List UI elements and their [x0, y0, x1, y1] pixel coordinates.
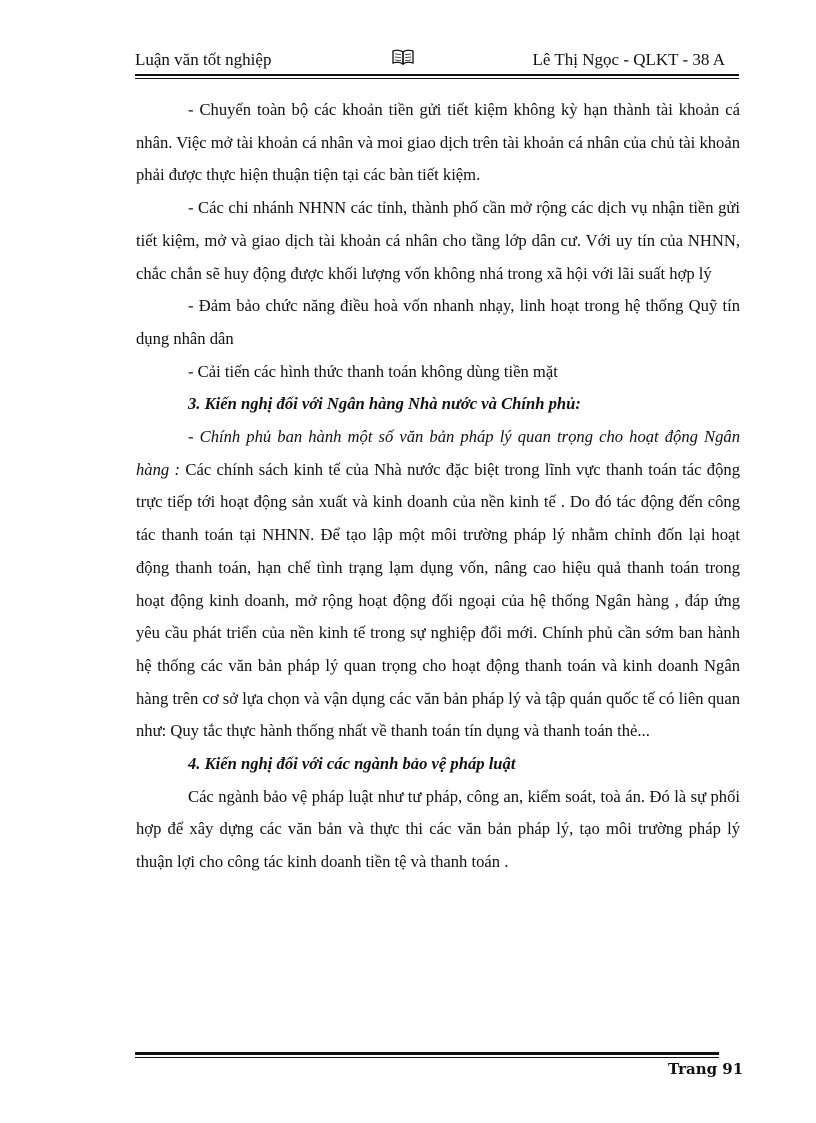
header-rule-thin — [135, 78, 739, 79]
header-author-label: Lê Thị Ngọc - QLKT - 38 A — [532, 50, 725, 69]
header-rule — [135, 74, 739, 76]
paragraph-rest: Các chính sách kinh tế của Nhà nước đặc biệt trong lĩnh vực thanh toán tác động trực tiếp tới hoạt động sản xuất và kinh doanh của nền kinh tế . Do đó tác động đến công tác thanh toán tại NHNN. Để tạo lập một môi trường pháp lý nhằm chỉnh đốn lại hoạt động thanh toán, hạn chế tình trạng lạm dụng vốn, nâng cao hiệu quả thanh toán trong hoạt động kinh doanh, mở rộng hoạt động đối ngoại của hệ thống Ngân hàng , đáp ứng yêu cầu phát triển của nền kinh tế trong sự nghiệp đổi mới. Chính phủ cần sớm ban hành hệ thống các văn bản pháp lý quan trọng cho hoạt động thanh toán và kinh doanh Ngân hàng trên cơ sở lựa chọn và vận dụng các văn bản pháp lý và tập quán quốc tế có liên quan như: Quy tắc thực hành thống nhất về thanh toán tín dụng và thanh toán thẻ... — [136, 459, 740, 741]
paragraph: - Chuyển toàn bộ các khoản tiền gửi tiết kiệm không kỳ hạn thành tài khoản cá nhân. Việc mở tài khoản cá nhân và moi giao dịch trên tài khoản cá nhân của chủ tài khoản phải được thực hiện thuận tiện tại các bàn tiết kiệm. — [136, 100, 740, 185]
paragraph: - Cải tiến các hình thức thanh toán không dùng tiền mặt — [188, 361, 558, 381]
footer-rule — [135, 1052, 719, 1055]
paragraph: - Đảm bảo chức năng điều hoà vốn nhanh nhạy, linh hoạt trong hệ thống Quỹ tín dụng nhân dân — [136, 296, 740, 348]
page-number: Trang 91 — [668, 1060, 744, 1078]
paragraph: Các ngành bảo vệ pháp luật như tư pháp, công an, kiểm soát, toà án. Đó là sự phối hợp để xây dựng các văn bản và thực thi các văn bản pháp lý, tạo môi trường pháp lý thuận lợi cho công tác kinh doanh tiền tệ và thanh toán . — [136, 786, 740, 872]
page-header — [135, 46, 725, 74]
paragraph: - Các chi nhánh NHNN các tỉnh, thành phố cần mở rộng các dịch vụ nhận tiền gửi tiết kiệm, mở và giao dịch tài khoản cá nhân cho tầng lớp dân cư. Với uy tín của NHNN, chắc chắn sẽ huy động được khối lượng vốn không nhá trong xã hội với lãi suất hợp lý — [136, 198, 740, 283]
book-icon — [392, 48, 414, 66]
footer-rule-thin — [135, 1057, 719, 1058]
section-heading-3: 3. Kiến nghị đối với Ngân hàng Nhà nước và Chính phủ: — [188, 394, 581, 414]
paragraph — [136, 421, 740, 748]
italic-lead: - Chính phủ ban hành một số văn bản pháp lý quan trọng cho hoạt động Ngân hàng : — [136, 427, 740, 479]
section-heading-4: 4. Kiến nghị đối với các ngành bảo vệ pháp luật — [188, 754, 516, 774]
header-thesis-label: Luận văn tốt nghiệp — [135, 50, 272, 69]
body-text — [136, 94, 740, 879]
